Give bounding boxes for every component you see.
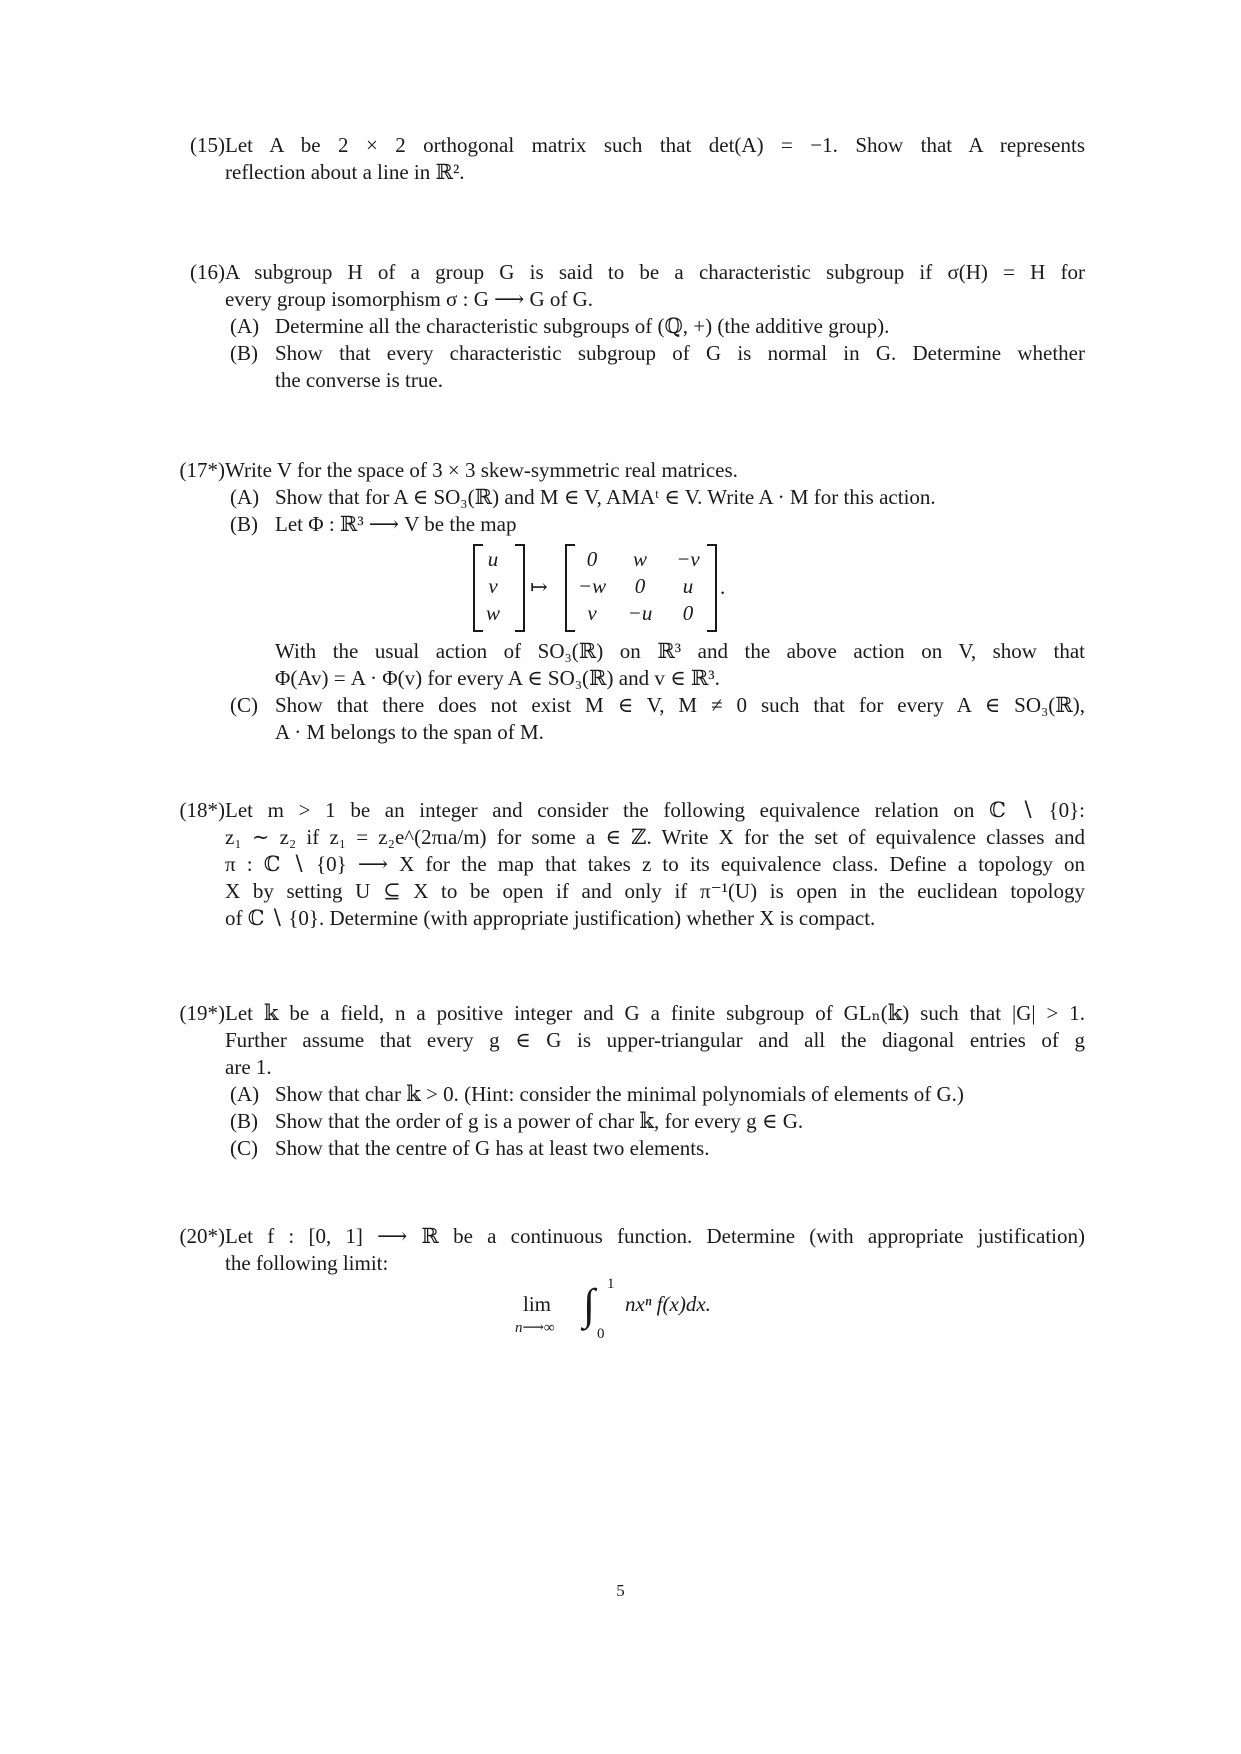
part-a (225, 484, 1085, 511)
part-text-line: Show that for A ∈ SO₃(ℝ) and M ∈ V, AMAᵗ ∈ V. Write A · M for this action. (275, 485, 936, 509)
part-label: (C) (230, 1136, 258, 1160)
matrix-entry: w (632, 547, 647, 571)
matrix-entry: u (487, 547, 499, 571)
problem-text-line: Let f : [0, 1] ⟶ ℝ be a continuous function. Determine (with appropriate justification) (225, 1224, 1085, 1248)
limit-operator: lim (523, 1292, 552, 1316)
matrix-entry: 0 (634, 574, 646, 598)
part-text-line: Show that the order of g is a power of char 𝕜, for every g ∈ G. (275, 1109, 804, 1133)
matrix-entry: 0 (586, 547, 598, 571)
part-b (225, 340, 1085, 394)
problem-text-line: Let m > 1 be an integer and consider the following equivalence relation on ℂ ∖ {0}: (225, 798, 1085, 822)
part-b (225, 1108, 1085, 1135)
matrix-entry: 0 (682, 601, 694, 625)
problem-text-line: reflection about a line in ℝ². (225, 160, 465, 184)
limit-subscript: n⟶∞ (515, 1320, 555, 1336)
part-text-line: A · M belongs to the span of M. (275, 720, 544, 744)
part-a (225, 1081, 1085, 1108)
matrix-entry: v (488, 574, 498, 598)
part-label: (B) (230, 1109, 258, 1133)
problem-number: (17*) (179, 458, 225, 482)
matrix-entry: v (587, 601, 597, 625)
part-text-line: Show that every characteristic subgroup of G is normal in G. Determine whether (275, 341, 1085, 365)
part-c (225, 692, 1085, 746)
matrix-entry: −u (627, 601, 653, 625)
map-display (275, 544, 1085, 634)
matrix-entry: −v (676, 547, 700, 571)
integrand: nxⁿ f(x)dx. (625, 1292, 711, 1316)
integral-sign: ∫ (583, 1280, 596, 1329)
problem-text-line: the following limit: (225, 1251, 389, 1275)
matrix-entry: −w (577, 574, 607, 598)
part-label: (A) (230, 485, 260, 509)
problem-number: (20*) (179, 1224, 225, 1248)
problem-text-line: X by setting U ⊆ X to be open if and only if π⁻¹(U) is open in the euclidean topology (225, 879, 1085, 903)
vector-matrix (475, 544, 523, 628)
part-label: (A) (230, 314, 260, 338)
problem-text-line: Let 𝕜 be a field, n a positive integer and G a finite subgroup of GLₙ(𝕜) such that |G| > 1. (225, 1001, 1085, 1025)
problem-number: (18*) (179, 798, 225, 822)
page-number: 5 (616, 1581, 625, 1600)
limit-formula (225, 1277, 1085, 1347)
part-text-line: With the usual action of SO₃(ℝ) on ℝ³ and the above action on V, show that (275, 639, 1085, 663)
part-b (225, 511, 1085, 634)
integral-upper-limit: 1 (607, 1276, 615, 1292)
matrix-entry: w (485, 601, 500, 625)
part-b-continued (225, 638, 1085, 692)
part-label: (C) (230, 693, 258, 717)
part-a (225, 313, 1085, 340)
part-label: (B) (230, 341, 258, 365)
skew-matrix (567, 544, 715, 628)
problem-text-line: Write V for the space of 3 × 3 skew-symmetric real matrices. (225, 458, 738, 482)
part-c (225, 1135, 1085, 1162)
part-text-line: Let Φ : ℝ³ ⟶ V be the map (275, 512, 517, 536)
part-text-line: Show that there does not exist M ∈ V, M ≠ 0 such that for every A ∈ SO₃(ℝ), (275, 693, 1085, 717)
part-text-line: the converse is true. (275, 368, 443, 392)
part-text-line: Φ(Av) = A · Φ(v) for every A ∈ SO₃(ℝ) and v ∈ ℝ³. (275, 666, 720, 690)
problem-text-line: z₁ ∼ z₂ if z₁ = z₂e^(2πıa/m) for some a ∈ ℤ. Write X for the set of equivalence classes and (225, 825, 1085, 849)
problem-text-line: of ℂ ∖ {0}. Determine (with appropriate justification) whether X is compact. (225, 906, 876, 930)
maps-to-symbol: ↦ (530, 575, 548, 599)
problem-text-line: every group isomorphism σ : G ⟶ G of G. (225, 287, 594, 311)
problem-number: (16) (190, 260, 225, 284)
problem-text-line: A subgroup H of a group G is said to be a characteristic subgroup if σ(H) = H for (225, 260, 1085, 284)
problem-text-line: π : ℂ ∖ {0} ⟶ X for the map that takes z to its equivalence class. Define a topology on (225, 852, 1085, 876)
problem-text-line: Further assume that every g ∈ G is upper-triangular and all the diagonal entries of g (225, 1028, 1085, 1052)
integral-lower-limit: 0 (597, 1326, 605, 1342)
problem-text-line: Let A be 2 × 2 orthogonal matrix such that det(A) = −1. Show that A represents (225, 133, 1085, 157)
part-text-line: Show that the centre of G has at least two elements. (275, 1136, 710, 1160)
matrix-entry: u (682, 574, 694, 598)
part-label: (B) (230, 512, 258, 536)
problem-text-line: are 1. (225, 1055, 272, 1079)
part-text-line: Show that char 𝕜 > 0. (Hint: consider the minimal polynomials of elements of G.) (275, 1082, 964, 1106)
part-text-line: Determine all the characteristic subgroups of (ℚ, +) (the additive group). (275, 314, 890, 338)
problem-number: (15) (190, 133, 225, 157)
problem-number: (19*) (179, 1001, 225, 1025)
part-label: (A) (230, 1082, 260, 1106)
matrix-period: . (720, 575, 726, 599)
